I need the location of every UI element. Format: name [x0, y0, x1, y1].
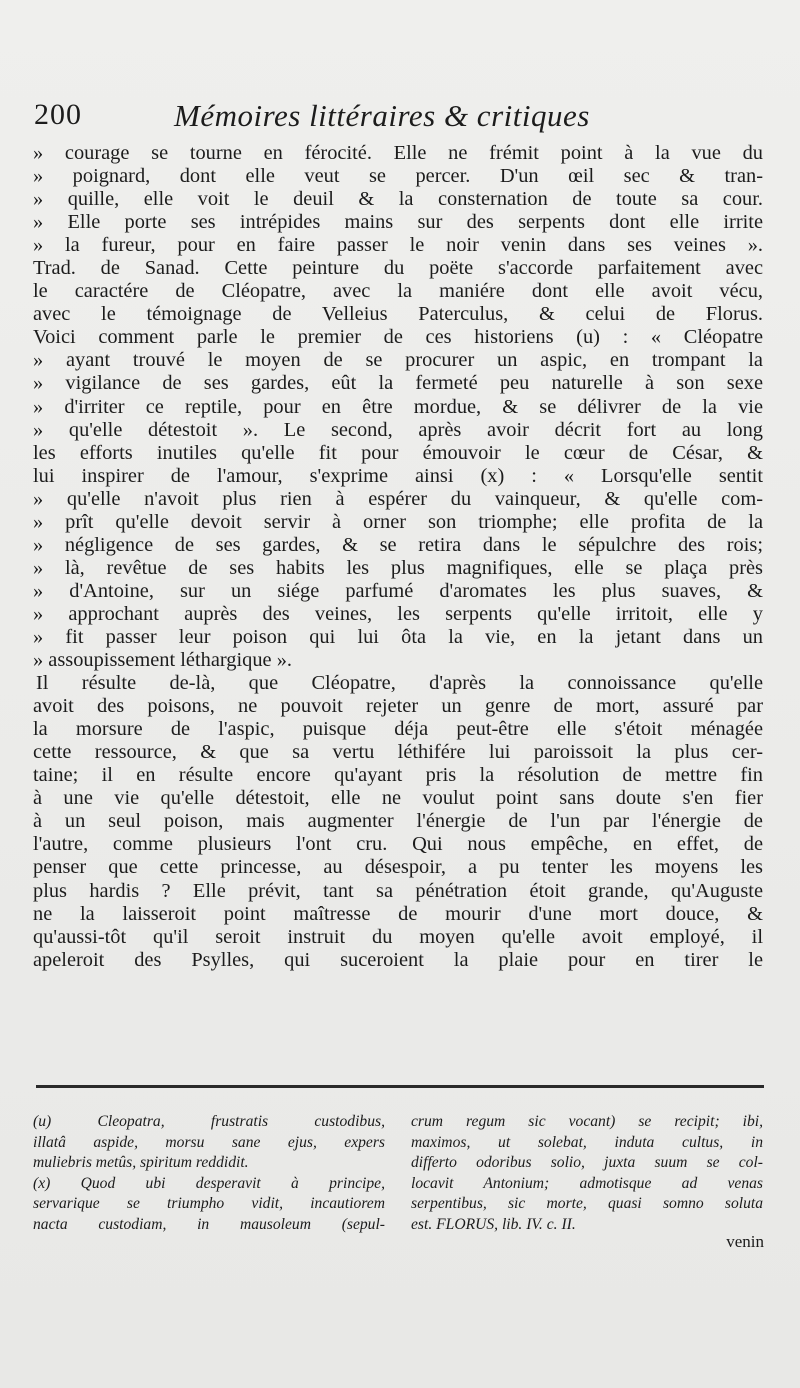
text-line: » qu'elle détestoit ». Le second, après avoir décrit fort au long [33, 418, 763, 441]
text-line: lui inspirer de l'amour, s'exprime ainsi (x) : « Lorsqu'elle sentit [33, 464, 763, 487]
running-title: Mémoires littéraires & critiques [174, 98, 590, 133]
text-line: Il résulte de-là, que Cléopatre, d'après la connoissance qu'elle [36, 672, 763, 695]
body-text [33, 142, 763, 972]
footnote-line: crum regum sic vocant) se recipit; ibi, [411, 1113, 763, 1130]
text-line: » qu'elle n'avoit plus rien à espérer du vainqueur, & qu'elle com- [33, 487, 763, 510]
catchword: venin [726, 1232, 764, 1251]
text-line: » d'Antoine, sur un siége parfumé d'aromates les plus suaves, & [33, 579, 763, 602]
footnote-column-right [411, 1112, 763, 1236]
text-line: » poignard, dont elle veut se percer. D'un œil sec & tran- [33, 165, 763, 188]
footnote-rule [36, 1085, 764, 1088]
text-line: » négligence de ses gardes, & se retira dans le sépulchre des rois; [33, 533, 763, 556]
text-line: le caractére de Cléopatre, avec la maniére dont elle avoit vécu, [33, 280, 763, 303]
text-line: ne la laisseroit point maîtresse de mourir d'une mort douce, & [33, 902, 763, 925]
footnote-line: nacta custodiam, in mausoleum (sepul- [33, 1215, 385, 1233]
text-line: » vigilance de ses gardes, eût la fermeté peu naturelle à son sexe [33, 372, 763, 395]
text-line: à une vie qu'elle détestoit, elle ne voulut point sans doute s'en fier [33, 787, 763, 810]
text-line: » prît qu'elle devoit servir à orner son triomphe; elle profita de la [33, 510, 763, 533]
text-line: » courage se tourne en férocité. Elle ne frémit point à la vue du [33, 142, 763, 164]
text-line: » la fureur, pour en faire passer le noir venin dans ses veines ». [33, 234, 763, 257]
text-line: » Elle porte ses intrépides mains sur des serpents dont elle irrite [33, 211, 763, 234]
text-line: » quille, elle voit le deuil & la consternation de toute sa cour. [33, 188, 763, 211]
footnote-line: muliebris metûs, spiritum reddidit. [33, 1154, 249, 1172]
footnote-line: maximos, ut solebat, induta cultus, in [411, 1133, 763, 1151]
footnote-column-left [33, 1112, 385, 1236]
text-line: l'autre, comme plusieurs l'ont cru. Qui nous empêche, en effet, de [33, 833, 763, 856]
text-line: les efforts inutiles qu'elle fit pour émouvoir le cœur de César, & [33, 441, 763, 464]
text-line: » d'irriter ce reptile, pour en être mordue, & se délivrer de la vie [33, 395, 763, 418]
text-line: avoit des poisons, ne pouvoit rejeter un genre de mort, assuré par [33, 695, 763, 718]
text-line: cette ressource, & que sa vertu léthifére lui paroissoit la plus cer- [33, 741, 763, 764]
text-line: » fit passer leur poison qui lui ôta la vie, en la jetant dans un [33, 625, 763, 648]
text-line: Voici comment parle le premier de ces historiens (u) : « Cléopatre [33, 326, 763, 349]
text-line: plus hardis ? Elle prévit, tant sa pénétration étoit grande, qu'Auguste [33, 879, 763, 902]
footnote-line: (u) Cleopatra, frustratis custodibus, [33, 1113, 385, 1130]
text-line: la morsure de l'aspic, puisque déja peut-être elle s'étoit ménagée [33, 718, 763, 741]
footnote-line: differto odoribus solio, juxta suum se col- [411, 1154, 763, 1172]
text-line: » là, revêtue de ses habits les plus magnifiques, elle se plaça près [33, 556, 763, 579]
text-line: Trad. de Sanad. Cette peinture du poëte s'accorde parfaitement avec [33, 257, 763, 280]
footnote-line: illatâ aspide, morsu sane ejus, expers [33, 1133, 385, 1151]
page-number: 200 [34, 98, 82, 131]
footnote-line: (x) Quod ubi desperavit à principe, [33, 1174, 385, 1192]
text-line: » assoupissement léthargique ». [33, 649, 292, 672]
footnote-line: serpentibus, sic morte, quasi somno soluta [411, 1195, 763, 1213]
footnote-line: servarique se triumpho vidit, incautiorem [33, 1195, 385, 1213]
text-line: » approchant auprès des veines, les serpents qu'elle irritoit, elle y [33, 602, 763, 625]
text-line: à un seul poison, mais augmenter l'énergie de l'un par l'énergie de [33, 810, 763, 833]
text-line: » ayant trouvé le moyen de se procurer un aspic, en trompant la [33, 349, 763, 372]
text-line: penser que cette princesse, au désespoir, a pu tenter les moyens les [33, 856, 763, 879]
text-line: apeleroit des Psylles, qui suceroient la plaie pour en tirer le [33, 948, 763, 971]
text-line: taine; il en résulte encore qu'ayant pris la résolution de mettre fin [33, 764, 763, 787]
footnote-line: est. FLORUS, lib. IV. c. II. [411, 1215, 576, 1233]
text-line: avec le témoignage de Velleius Paterculus, & celui de Florus. [33, 303, 763, 326]
footnote-line: locavit Antonium; admotisque ad venas [411, 1174, 763, 1192]
page-header [34, 98, 764, 142]
text-line: qu'aussi-tôt qu'il seroit instruit du moyen qu'elle avoit employé, il [33, 925, 763, 948]
